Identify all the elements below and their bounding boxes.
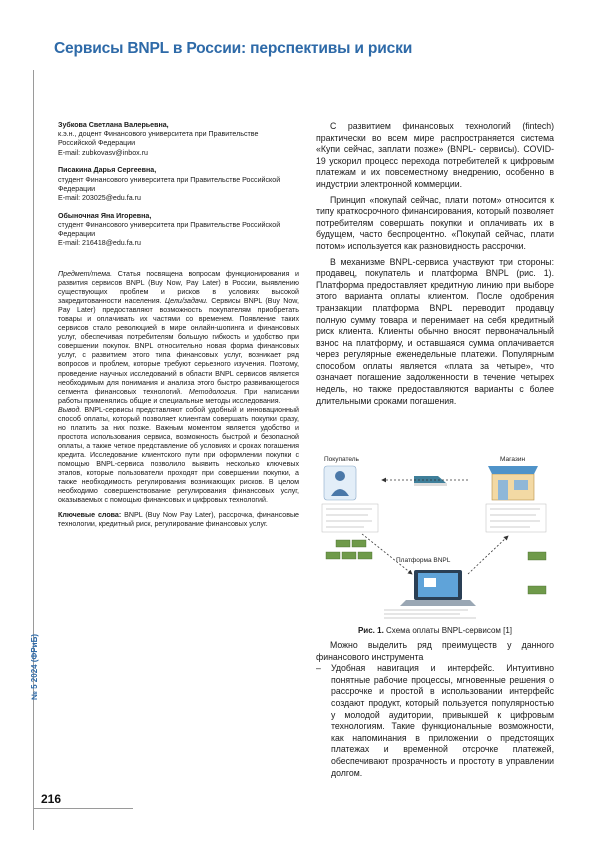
store-label: Магазин [500, 456, 526, 463]
page-title: Сервисы BNPL в России: перспективы и риски [54, 40, 413, 57]
bullet-text: Удобная навигация и интерфейс. Интуитивно понятные рабочие процессы, мгновенные решения о рассрочке и простой в использовании интерфейс создают продукт, который пользуется популярностью у молодой аудитории, привыкшей к цифровым технологиям. Такие функциональные возможности, как напоминания в приложении о предстоящих платежах и временной отсрочке платежей, обеспечивают прозрачность и простоту в управлении долгом. [331, 663, 554, 778]
keywords-text: BNPL (Buy Now Pay Later), рассрочка, финансовые технологии, кредитный риск, регулирование финансовых услуг. [58, 511, 300, 529]
author-email: E-mail: 216418@edu.fa.ru [58, 239, 141, 248]
subject-text: Статья посвящена вопросам функционирования и развития сервисов BNPL (Buy Now, Pay Later) в России, выявлению существующих проблем и рисков в условиях высокой закредитованности населения. [58, 270, 299, 306]
buyer-icon [324, 466, 356, 500]
page-number: 216 [41, 792, 62, 806]
platform-to-store-arrow [468, 536, 508, 574]
buyer-notes [322, 504, 378, 532]
author-email: E-mail: zubkovasv@inbox.ru [58, 148, 148, 157]
conclusion-label: Вывод. [58, 405, 82, 414]
bullet-dash: – [316, 663, 321, 674]
figure-caption [316, 626, 554, 635]
author-name: Зубкова Светлана Валерьевна, [58, 121, 169, 129]
body-paragraph: Можно выделить ряд преимуществ у данного финансового инструмента [316, 640, 554, 662]
abstract [58, 270, 299, 529]
conclusion-text: BNPL-сервисы представляют собой удобный и инновационный способ оплаты, который позволяет клиентам совершать покупки сразу, но платить за них позже. Важным моментом является удобство и простота использования сервиса, возможность быстрой и безопасной оплаты, а также четкое представление об условиях и сроках погашения кредита. Исследование клиентского пути при оформлении покупки с помощью BNPL-сервиса позволило выявить несколько ключевых этапов, которые пользователи проходят при совершении покупки, а также необходимость регулирования возникающих рисков. В целом необходимо совершенствование регулирования финансовых услуг, оказываемых с помощью финансовых и цифровых технологий. [58, 405, 299, 505]
goals-label: Цели/задачи. [164, 297, 208, 306]
body-paragraph: С развитием финансовых технологий (fintech) практически во всем мире распространяется система «Купи сейчас, заплати позже» (BNPL- сервисы). COVID-19 ускорил процесс перехода потребителей к цифровым платежам и их повсеместному внедрению, особенно в индустрии электронной коммерции. [316, 121, 554, 189]
body-column-bottom [316, 640, 554, 779]
author-entry [58, 212, 298, 249]
platform-label: Платформа BNPL [396, 557, 451, 564]
author-entry [58, 166, 298, 203]
body-column-top [316, 121, 554, 411]
subject-label: Предмет/тема. [58, 270, 113, 278]
method-label: Методология. [188, 387, 238, 396]
caption-text: Схема оплаты BNPL-сервисом [1] [383, 626, 513, 635]
store-icon [488, 466, 538, 500]
body-paragraph: Принцип «покупай сейчас, плати потом» относится к типу краткосрочного финансирования, который позволяет потребителям совершать покупки и оплачивать их в будущем, часто беспроцентно. «Покупай сейчас, плати потом» используется как разновидность рассрочки. [316, 194, 554, 251]
bullet-item [316, 663, 554, 779]
keywords-label: Ключевые слова: [58, 511, 122, 520]
abstract-paragraph [58, 406, 299, 506]
caption-label: Рис. 1. [357, 626, 384, 635]
sneaker-icon [414, 476, 447, 486]
author-name: Обыночная Яна Игоревна, [58, 211, 152, 220]
bnpl-scheme-figure [318, 452, 552, 620]
author-position: студент Финансового университета при Правительстве Российской Федерации [58, 220, 281, 239]
author-position: к.э.н., доцент Финансового университета при Правительстве Российской Федерации [58, 130, 259, 148]
buyer-label: Покупатель [324, 456, 359, 463]
author-email: E-mail: 203025@edu.fa.ru [58, 193, 141, 202]
author-name: Писакина Дарья Сергеевна, [58, 166, 157, 175]
issue-label: № 5 2024 (ФРиБ) [30, 634, 39, 700]
author-entry [58, 121, 298, 158]
laptop-icon [400, 570, 476, 606]
goals-text: Сервисы BNPL (Buy Now, Pay Later) предоставляют возможность покупателям приобретать товары и оплачивать их частями со временем. Появление таких сервисов стало революцией в мире онлайн-шопинга и финансовых услуг, обеспечивая потребителям большую гибкость и удобство при совершении покупок. BNPL относительно новая форма финансовых услуг, с развитием этого типа финансовых услуг, возникает ряд вопросов и проблем, которые требуют серьезного изучения. Поэтому, проведение научных исследований в области BNPL сервисов является необходимым для понимания и анализа этого быстро развивающегося сегмента финансовых технологий. [58, 297, 299, 396]
footer-rule [33, 808, 133, 809]
platform-notes [380, 608, 486, 620]
author-position: студент Финансового университета при Правительстве Российской Федерации [58, 175, 281, 193]
sidebar-rule [33, 70, 34, 830]
keywords [58, 511, 299, 529]
abstract-paragraph [58, 270, 299, 406]
store-notes [486, 504, 546, 532]
body-paragraph: В механизме BNPL-сервиса участвуют три стороны: продавец, покупатель и платформа BNPL (рис. 1). Платформа предоставляет кредитную линию при выборе этого варианта оплаты клиентом. После одобрения транзакции платформа BNPL переводит продавцу полную сумму товара и перенимает на себя кредитный риск клиента. Клиенты обычно вносят первоначальный взнос на платформу, и оставшаяся сумма оплачивается через регулярные еженедельные платежи. Популярным способом оплаты является «плата за четыре», что означает погашение задолженности в течение четырех недель, но также предоставляются варианты с более длительными сроками погашения. [316, 256, 554, 406]
author-block [58, 121, 298, 257]
method-text: При написании работы применялись общие и специальные методы исследования. [58, 387, 299, 405]
